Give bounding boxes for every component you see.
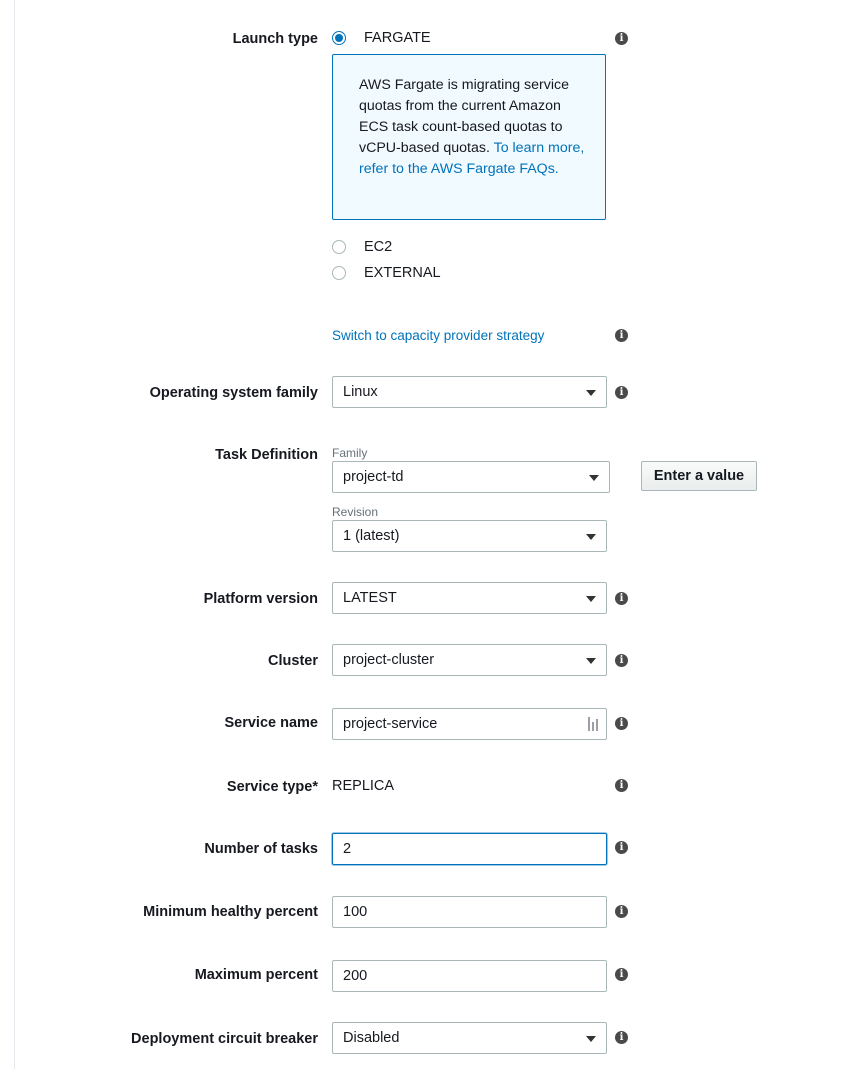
max-percent-value: 200: [343, 968, 368, 984]
service-name-label: Service name: [224, 715, 318, 731]
circuit-breaker-value: Disabled: [343, 1030, 400, 1046]
cluster-label: Cluster: [268, 653, 318, 669]
capacity-provider-info-icon[interactable]: i: [615, 329, 628, 342]
family-label: Family: [332, 446, 368, 460]
radio-ec2-label[interactable]: EC2: [364, 239, 393, 255]
radio-external-label[interactable]: EXTERNAL: [364, 265, 441, 281]
task-revision-value: 1 (latest): [343, 528, 400, 544]
enter-a-value-button[interactable]: Enter a value: [641, 461, 757, 491]
launch-type-info-icon[interactable]: i: [615, 32, 628, 45]
min-healthy-percent-value: 100: [343, 904, 368, 920]
fargate-quota-notice: [332, 54, 606, 220]
chevron-down-icon: [586, 1036, 596, 1042]
radio-external[interactable]: [332, 266, 346, 280]
radio-fargate[interactable]: [332, 31, 346, 45]
min-healthy-percent-info-icon[interactable]: i: [615, 905, 628, 918]
chevron-down-icon: [586, 390, 596, 396]
os-family-select[interactable]: [332, 376, 607, 408]
revision-label: Revision: [332, 505, 379, 519]
chevron-down-icon: [586, 534, 596, 540]
max-percent-label: Maximum percent: [194, 967, 318, 983]
circuit-breaker-label: Deployment circuit breaker: [131, 1031, 318, 1047]
number-of-tasks-info-icon[interactable]: i: [615, 841, 628, 854]
platform-version-select[interactable]: [332, 582, 607, 614]
service-name-input[interactable]: [332, 708, 607, 740]
chevron-down-icon: [586, 658, 596, 664]
chevron-down-icon: [589, 475, 599, 481]
circuit-breaker-select[interactable]: [332, 1022, 607, 1054]
platform-version-label: Platform version: [203, 591, 318, 607]
os-family-info-icon[interactable]: i: [615, 386, 628, 399]
service-type-info-icon[interactable]: i: [615, 779, 628, 792]
service-name-info-icon[interactable]: i: [615, 717, 628, 730]
task-revision-select[interactable]: [332, 520, 607, 552]
notice-text: AWS Fargate is migrating service quotas from the current Amazon ECS task count-based quotas to vCPU-based quotas.: [359, 77, 569, 156]
os-family-value: Linux: [343, 384, 378, 400]
service-name-value: project-service: [343, 716, 438, 732]
cluster-select[interactable]: [332, 644, 607, 676]
radio-ec2[interactable]: [332, 240, 346, 254]
service-type-label: Service type*: [226, 779, 318, 795]
number-of-tasks-input[interactable]: [332, 833, 607, 865]
max-percent-input[interactable]: [332, 960, 607, 992]
circuit-breaker-info-icon[interactable]: i: [615, 1031, 628, 1044]
task-definition-label: Task Definition: [215, 447, 318, 463]
radio-fargate-label[interactable]: FARGATE: [364, 30, 431, 46]
number-of-tasks-label: Number of tasks: [204, 841, 318, 857]
password-manager-icon[interactable]: [588, 717, 600, 731]
os-family-label: Operating system family: [149, 385, 318, 401]
launch-type-label: Launch type: [232, 31, 318, 47]
max-percent-info-icon[interactable]: i: [615, 968, 628, 981]
page-left-border: [14, 0, 15, 1069]
switch-capacity-provider-link[interactable]: Switch to capacity provider strategy: [332, 328, 545, 343]
task-family-value: project-td: [343, 469, 404, 485]
cluster-value: project-cluster: [343, 652, 435, 668]
min-healthy-percent-input[interactable]: [332, 896, 607, 928]
chevron-down-icon: [586, 596, 596, 602]
service-type-value: REPLICA: [332, 778, 395, 794]
number-of-tasks-value: 2: [343, 841, 352, 857]
min-healthy-percent-label: Minimum healthy percent: [143, 904, 318, 920]
cluster-info-icon[interactable]: i: [615, 654, 628, 667]
platform-version-value: LATEST: [343, 590, 397, 606]
platform-version-info-icon[interactable]: i: [615, 592, 628, 605]
fargate-faq-link[interactable]: To learn more, refer to the AWS Fargate FAQs.: [359, 140, 585, 177]
task-family-select[interactable]: [332, 461, 610, 493]
